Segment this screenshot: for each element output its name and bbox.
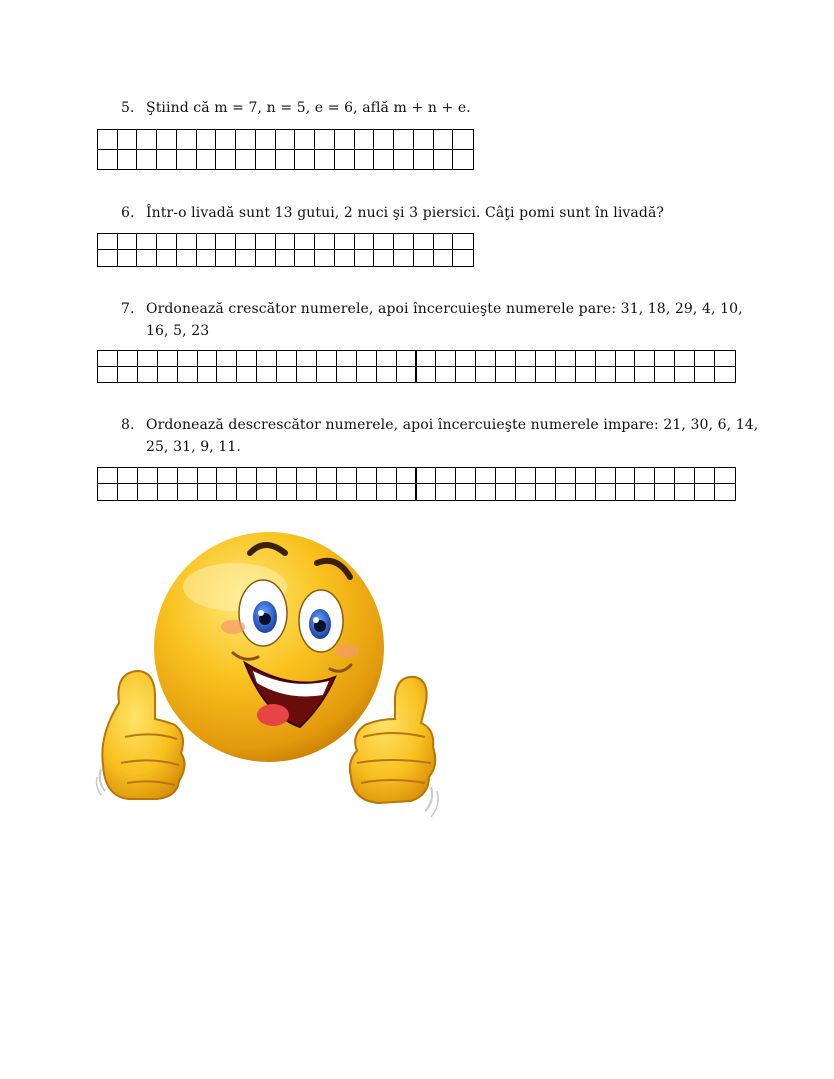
grid-cell[interactable]: [158, 484, 178, 500]
grid-cell[interactable]: [715, 367, 735, 383]
grid-cell[interactable]: [453, 130, 473, 150]
grid-cell[interactable]: [434, 150, 454, 170]
grid-cell[interactable]: [257, 484, 277, 500]
grid-cell[interactable]: [635, 367, 655, 383]
grid-cell[interactable]: [355, 250, 375, 266]
grid-cell[interactable]: [337, 468, 357, 484]
grid-cell[interactable]: [476, 484, 496, 500]
question-number: 7.: [121, 301, 135, 317]
grid-cell[interactable]: [337, 367, 357, 383]
grid-cell[interactable]: [98, 234, 118, 250]
grid-cell[interactable]: [256, 250, 276, 266]
grid-cell[interactable]: [456, 484, 476, 500]
grid-cell[interactable]: [315, 150, 335, 170]
grid-cell[interactable]: [417, 351, 437, 367]
grid-cell[interactable]: [695, 484, 715, 500]
grid-cell[interactable]: [256, 130, 276, 150]
grid-cell[interactable]: [118, 367, 138, 383]
question-8: [121, 414, 761, 458]
grid-cell[interactable]: [337, 484, 357, 500]
grid-cell[interactable]: [675, 468, 695, 484]
grid-cell[interactable]: [216, 130, 236, 150]
grid-cell[interactable]: [456, 367, 476, 383]
grid-cell[interactable]: [695, 468, 715, 484]
grid-cell[interactable]: [277, 468, 297, 484]
grid-cell[interactable]: [236, 130, 256, 150]
grid-cell[interactable]: [377, 351, 397, 367]
grid-cell[interactable]: [297, 351, 317, 367]
grid-cell[interactable]: [516, 351, 536, 367]
question-6: [121, 202, 761, 224]
grid-cell[interactable]: [377, 468, 397, 484]
grid-cell[interactable]: [655, 468, 675, 484]
grid-cell[interactable]: [178, 367, 198, 383]
grid-cell[interactable]: [197, 150, 217, 170]
grid-cell[interactable]: [357, 367, 377, 383]
grid-cell[interactable]: [138, 351, 158, 367]
grid-cell[interactable]: [217, 367, 237, 383]
grid-cell[interactable]: [576, 367, 596, 383]
grid-cell[interactable]: [157, 150, 177, 170]
grid-cell[interactable]: [276, 234, 296, 250]
grid-cell[interactable]: [118, 484, 138, 500]
grid-cell[interactable]: [496, 367, 516, 383]
grid-cell[interactable]: [453, 234, 473, 250]
grid-cell[interactable]: [496, 468, 516, 484]
grid-cell[interactable]: [276, 250, 296, 266]
grid-cell[interactable]: [616, 351, 636, 367]
grid-cell[interactable]: [237, 468, 257, 484]
grid-cell[interactable]: [616, 484, 636, 500]
grid-cell[interactable]: [157, 130, 177, 150]
grid-cell[interactable]: [98, 351, 118, 367]
grid-cell[interactable]: [237, 351, 257, 367]
grid-cell[interactable]: [138, 468, 158, 484]
grid-cell[interactable]: [276, 150, 296, 170]
grid-cell[interactable]: [695, 367, 715, 383]
grid-cell[interactable]: [397, 468, 417, 484]
answer-grid-8[interactable]: [97, 467, 736, 501]
grid-cell[interactable]: [357, 468, 377, 484]
grid-cell[interactable]: [118, 150, 138, 170]
grid-cell[interactable]: [236, 234, 256, 250]
grid-cell[interactable]: [414, 234, 434, 250]
grid-cell[interactable]: [295, 150, 315, 170]
thumbs-up-smiley-icon: [95, 525, 440, 820]
grid-cell[interactable]: [476, 351, 496, 367]
question-7: [121, 298, 761, 342]
grid-cell[interactable]: [256, 150, 276, 170]
grid-cell[interactable]: [355, 150, 375, 170]
grid-cell[interactable]: [98, 367, 118, 383]
grid-cell[interactable]: [635, 351, 655, 367]
question-number: 8.: [121, 417, 135, 433]
grid-cell[interactable]: [357, 351, 377, 367]
grid-cell[interactable]: [118, 250, 138, 266]
question-text: Ştiind că m = 7, n = 5, e = 6, află m + n + e.: [146, 100, 471, 116]
grid-cell[interactable]: [397, 351, 417, 367]
grid-cell[interactable]: [297, 468, 317, 484]
grid-cell[interactable]: [397, 484, 417, 500]
grid-cell[interactable]: [277, 351, 297, 367]
grid-cell[interactable]: [414, 250, 434, 266]
grid-cell[interactable]: [137, 150, 157, 170]
grid-cell[interactable]: [596, 468, 616, 484]
grid-cell[interactable]: [297, 484, 317, 500]
grid-cell[interactable]: [397, 367, 417, 383]
grid-cell[interactable]: [536, 351, 556, 367]
grid-cell[interactable]: [98, 250, 118, 266]
grid-cell[interactable]: [675, 484, 695, 500]
grid-cell[interactable]: [456, 468, 476, 484]
answer-grid-5[interactable]: [97, 129, 474, 170]
grid-cell[interactable]: [138, 367, 158, 383]
grid-cell[interactable]: [216, 150, 236, 170]
grid-cell[interactable]: [217, 351, 237, 367]
grid-cell[interactable]: [197, 130, 217, 150]
grid-cell[interactable]: [576, 484, 596, 500]
grid-cell[interactable]: [98, 484, 118, 500]
grid-cell[interactable]: [237, 367, 257, 383]
grid-cell[interactable]: [317, 367, 337, 383]
grid-cell[interactable]: [118, 351, 138, 367]
grid-cell[interactable]: [295, 250, 315, 266]
grid-cell[interactable]: [576, 468, 596, 484]
grid-cell[interactable]: [317, 351, 337, 367]
question-text: Într-o livadă sunt 13 gutui, 2 nuci şi 3 piersici. Câţi pomi sunt în livadă?: [146, 205, 664, 221]
grid-cell[interactable]: [98, 468, 118, 484]
grid-cell[interactable]: [556, 468, 576, 484]
grid-cell[interactable]: [198, 367, 218, 383]
grid-cell[interactable]: [476, 367, 496, 383]
grid-cell[interactable]: [635, 484, 655, 500]
grid-cell[interactable]: [137, 250, 157, 266]
grid-cell[interactable]: [236, 150, 256, 170]
grid-cell[interactable]: [335, 250, 355, 266]
grid-cell[interactable]: [198, 351, 218, 367]
grid-cell[interactable]: [177, 250, 197, 266]
grid-cell[interactable]: [596, 484, 616, 500]
grid-cell[interactable]: [197, 250, 217, 266]
grid-cell[interactable]: [236, 250, 256, 266]
grid-cell[interactable]: [414, 150, 434, 170]
grid-cell[interactable]: [178, 351, 198, 367]
grid-cell[interactable]: [616, 367, 636, 383]
grid-cell[interactable]: [417, 484, 437, 500]
grid-cell[interactable]: [556, 484, 576, 500]
grid-cell[interactable]: [177, 130, 197, 150]
grid-cell[interactable]: [137, 130, 157, 150]
grid-cell[interactable]: [536, 484, 556, 500]
grid-cell[interactable]: [277, 367, 297, 383]
grid-cell[interactable]: [394, 250, 414, 266]
grid-cell[interactable]: [317, 468, 337, 484]
grid-cell[interactable]: [315, 250, 335, 266]
question-number: 5.: [121, 100, 135, 116]
grid-cell[interactable]: [417, 367, 437, 383]
grid-cell[interactable]: [434, 234, 454, 250]
grid-cell[interactable]: [137, 234, 157, 250]
grid-cell[interactable]: [496, 484, 516, 500]
grid-cell[interactable]: [496, 351, 516, 367]
grid-cell[interactable]: [276, 130, 296, 150]
grid-cell[interactable]: [295, 234, 315, 250]
grid-cell[interactable]: [355, 234, 375, 250]
grid-cell[interactable]: [256, 234, 276, 250]
grid-cell[interactable]: [237, 484, 257, 500]
grid-cell[interactable]: [178, 484, 198, 500]
grid-cell[interactable]: [98, 130, 118, 150]
grid-cell[interactable]: [655, 351, 675, 367]
grid-cell[interactable]: [118, 234, 138, 250]
grid-cell[interactable]: [417, 468, 437, 484]
grid-cell[interactable]: [337, 351, 357, 367]
grid-cell[interactable]: [198, 484, 218, 500]
grid-cell[interactable]: [217, 468, 237, 484]
grid-cell[interactable]: [616, 468, 636, 484]
grid-cell[interactable]: [335, 234, 355, 250]
grid-cell[interactable]: [516, 484, 536, 500]
grid-cell[interactable]: [556, 367, 576, 383]
question-text: Ordonează descrescător numerele, apoi încercuieşte numerele impare: 21, 30, 6, 14, 25, 31, 9, 11.: [146, 417, 759, 455]
grid-cell[interactable]: [434, 130, 454, 150]
grid-cell[interactable]: [158, 351, 178, 367]
grid-cell[interactable]: [315, 130, 335, 150]
grid-cell[interactable]: [118, 130, 138, 150]
grid-cell[interactable]: [355, 130, 375, 150]
grid-cell[interactable]: [596, 367, 616, 383]
grid-cell[interactable]: [138, 484, 158, 500]
grid-cell[interactable]: [536, 468, 556, 484]
grid-cell[interactable]: [277, 484, 297, 500]
grid-cell[interactable]: [675, 351, 695, 367]
grid-cell[interactable]: [158, 468, 178, 484]
grid-cell[interactable]: [536, 367, 556, 383]
question-5: [121, 97, 761, 119]
grid-cell[interactable]: [576, 351, 596, 367]
grid-cell[interactable]: [198, 468, 218, 484]
grid-cell[interactable]: [715, 468, 735, 484]
grid-cell[interactable]: [414, 130, 434, 150]
answer-grid-6[interactable]: [97, 233, 474, 267]
grid-cell[interactable]: [197, 234, 217, 250]
grid-cell[interactable]: [516, 367, 536, 383]
grid-cell[interactable]: [297, 367, 317, 383]
grid-cell[interactable]: [596, 351, 616, 367]
grid-cell[interactable]: [357, 484, 377, 500]
grid-cell[interactable]: [315, 234, 335, 250]
grid-cell[interactable]: [216, 250, 236, 266]
grid-cell[interactable]: [456, 351, 476, 367]
grid-cell[interactable]: [556, 351, 576, 367]
question-number: 6.: [121, 205, 135, 221]
grid-cell[interactable]: [377, 484, 397, 500]
grid-cell[interactable]: [635, 468, 655, 484]
grid-cell[interactable]: [394, 234, 414, 250]
grid-cell[interactable]: [374, 130, 394, 150]
grid-cell[interactable]: [216, 234, 236, 250]
grid-cell[interactable]: [177, 150, 197, 170]
grid-cell[interactable]: [436, 351, 456, 367]
grid-cell[interactable]: [374, 234, 394, 250]
grid-cell[interactable]: [394, 130, 414, 150]
grid-cell[interactable]: [436, 468, 456, 484]
grid-cell[interactable]: [394, 150, 414, 170]
grid-cell[interactable]: [655, 367, 675, 383]
grid-cell[interactable]: [516, 468, 536, 484]
grid-cell[interactable]: [157, 250, 177, 266]
grid-cell[interactable]: [178, 468, 198, 484]
grid-cell[interactable]: [715, 484, 735, 500]
grid-cell[interactable]: [436, 484, 456, 500]
grid-cell[interactable]: [476, 468, 496, 484]
grid-cell[interactable]: [295, 130, 315, 150]
grid-cell[interactable]: [434, 250, 454, 266]
grid-cell[interactable]: [217, 484, 237, 500]
grid-cell[interactable]: [118, 468, 138, 484]
grid-cell[interactable]: [157, 234, 177, 250]
grid-cell[interactable]: [436, 367, 456, 383]
grid-cell[interactable]: [377, 367, 397, 383]
grid-cell[interactable]: [98, 150, 118, 170]
question-text: Ordonează crescător numerele, apoi încercuieşte numerele pare: 31, 18, 29, 4, 10, 16, 5, 23: [146, 301, 743, 339]
grid-cell[interactable]: [655, 484, 675, 500]
grid-cell[interactable]: [695, 351, 715, 367]
grid-cell[interactable]: [335, 130, 355, 150]
grid-cell[interactable]: [374, 250, 394, 266]
grid-cell[interactable]: [715, 351, 735, 367]
grid-cell[interactable]: [177, 234, 197, 250]
grid-cell[interactable]: [453, 150, 473, 170]
grid-cell[interactable]: [374, 150, 394, 170]
answer-grid-7[interactable]: [97, 350, 736, 383]
grid-cell[interactable]: [675, 367, 695, 383]
grid-cell[interactable]: [335, 150, 355, 170]
grid-cell[interactable]: [317, 484, 337, 500]
grid-cell[interactable]: [257, 367, 277, 383]
grid-cell[interactable]: [158, 367, 178, 383]
grid-cell[interactable]: [257, 468, 277, 484]
grid-cell[interactable]: [257, 351, 277, 367]
grid-cell[interactable]: [453, 250, 473, 266]
